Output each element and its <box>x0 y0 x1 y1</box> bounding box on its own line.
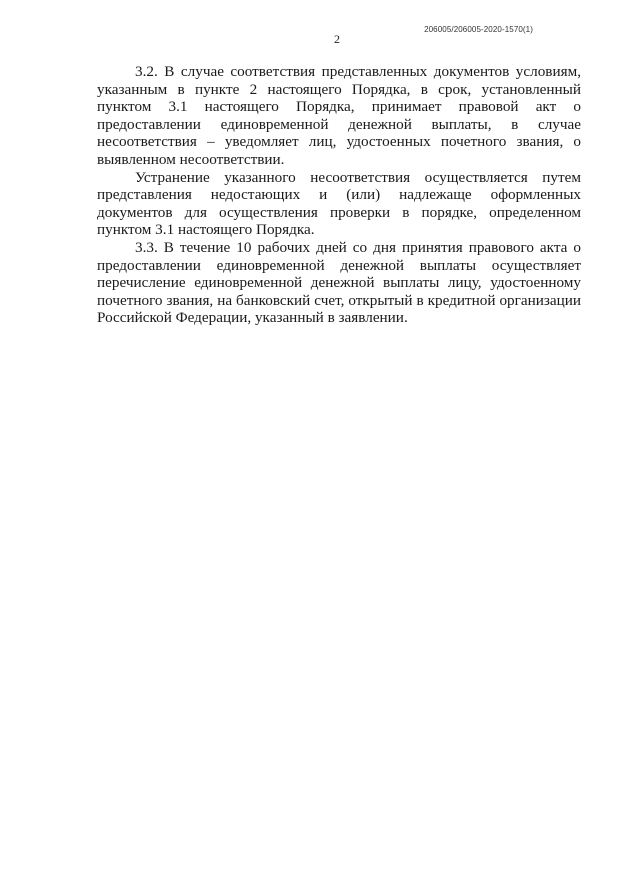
paragraph-correction: Устранение указанного несоответствия осуществляется путем представления недостающих и (или) надлежаще оформленных документов для осуществления проверки в порядке, определенном пунктом 3.1 настоящего Порядка. <box>97 168 581 239</box>
paragraph-3-3: 3.3. В течение 10 рабочих дней со дня принятия правового акта о предоставлении единовременной денежной выплаты осуществляет перечисление единовременной денежной выплаты лицу, удостоенному почетного звания, на банковский счет, открытый в кредитной организации Российской Федерации, указанный в заявлении. <box>97 238 581 327</box>
paragraph-3-2: 3.2. В случае соответствия представленных документов условиям, указанным в пункте 2 настоящего Порядка, в срок, установленный пунктом 3.1 настоящего Порядка, принимает правовой акт о предоставлении единовременной денежной выплаты, в случае несоответствия – уведомляет лиц, удостоенных почетного звания, о выявленном несоответствии. <box>97 63 581 168</box>
page-number: 2 <box>334 32 340 46</box>
document-body <box>97 63 581 327</box>
document-id: 206005/206005-2020-1570(1) <box>424 25 533 34</box>
